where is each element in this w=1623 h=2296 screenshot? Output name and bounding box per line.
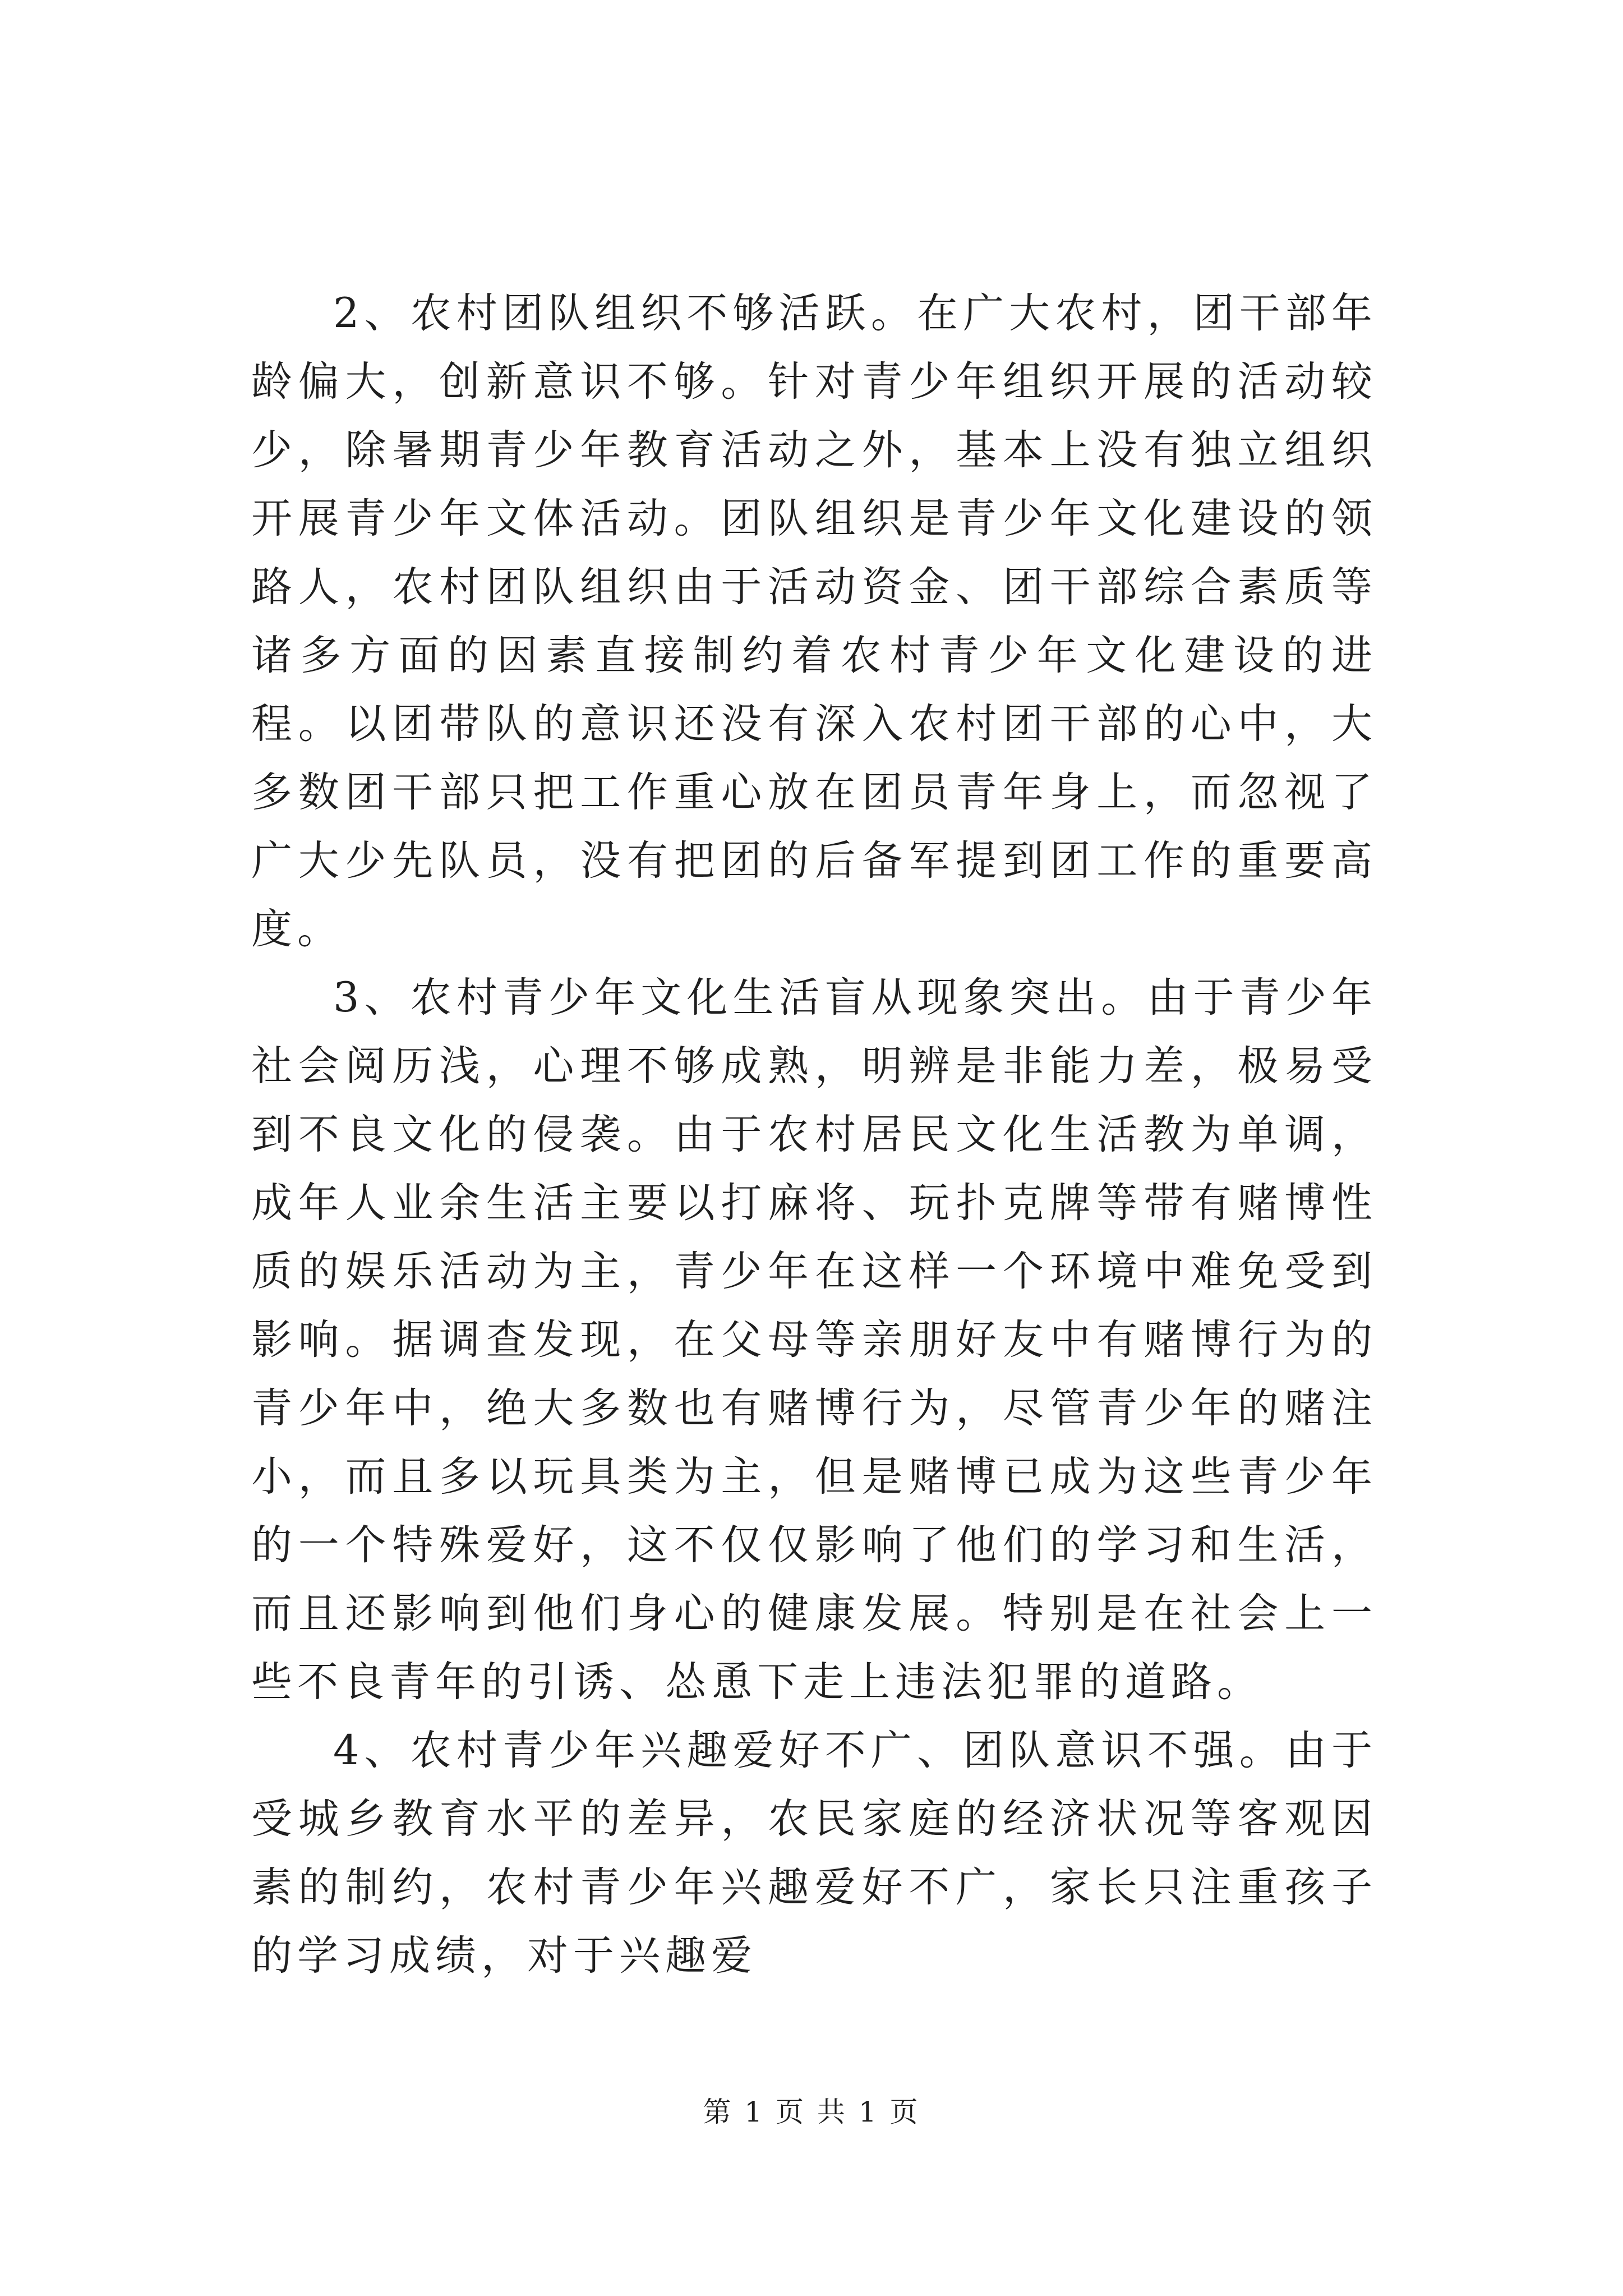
document-body bbox=[251, 279, 1377, 1990]
paragraph-4: 4、农村青少年兴趣爱好不广、团队意识不强。由于受城乡教育水平的差异，农民家庭的经济状况等客观因素的制约，农村青少年兴趣爱好不广，家长只注重孩子的学习成绩，对于兴趣爱 bbox=[251, 1727, 1377, 1980]
paragraph-2: 2、农村团队组织不够活跃。在广大农村，团干部年龄偏大，创新意识不够。针对青少年组织开展的活动较少，除暑期青少年教育活动之外，基本上没有独立组织开展青少年文体活动。团队组织是青少年文化建设的领路人，农村团队组织由于活动资金、团干部综合素质等诸多方面的因素直接制约着农村青少年文化建设的进程。以团带队的意识还没有深入农村团干部的心中，大多数团干部只把工作重心放在团员青年身上，而忽视了广大少先队员，没有把团的后备军提到团工作的重要高度。 bbox=[251, 289, 1377, 953]
paragraph-3: 3、农村青少年文化生活盲从现象突出。由于青少年社会阅历浅，心理不够成熟，明辨是非能力差，极易受到不良文化的侵袭。由于农村居民文化生活教为单调，成年人业余生活主要以打麻将、玩扑克牌等带有赌博性质的娱乐活动为主，青少年在这样一个环境中难免受到影响。据调查发现，在父母等亲朋好友中有赌博行为的青少年中，绝大多数也有赌博行为，尽管青少年的赌注小，而且多以玩具类为主，但是赌博已成为这些青少年的一个特殊爱好，这不仅仅影响了他们的学习和生活，而且还影响到他们身心的健康发展。特别是在社会上一些不良青年的引诱、怂恿下走上违法犯罪的道路。 bbox=[251, 974, 1377, 1706]
page-footer: 第 1 页 共 1 页 bbox=[703, 2096, 920, 2128]
